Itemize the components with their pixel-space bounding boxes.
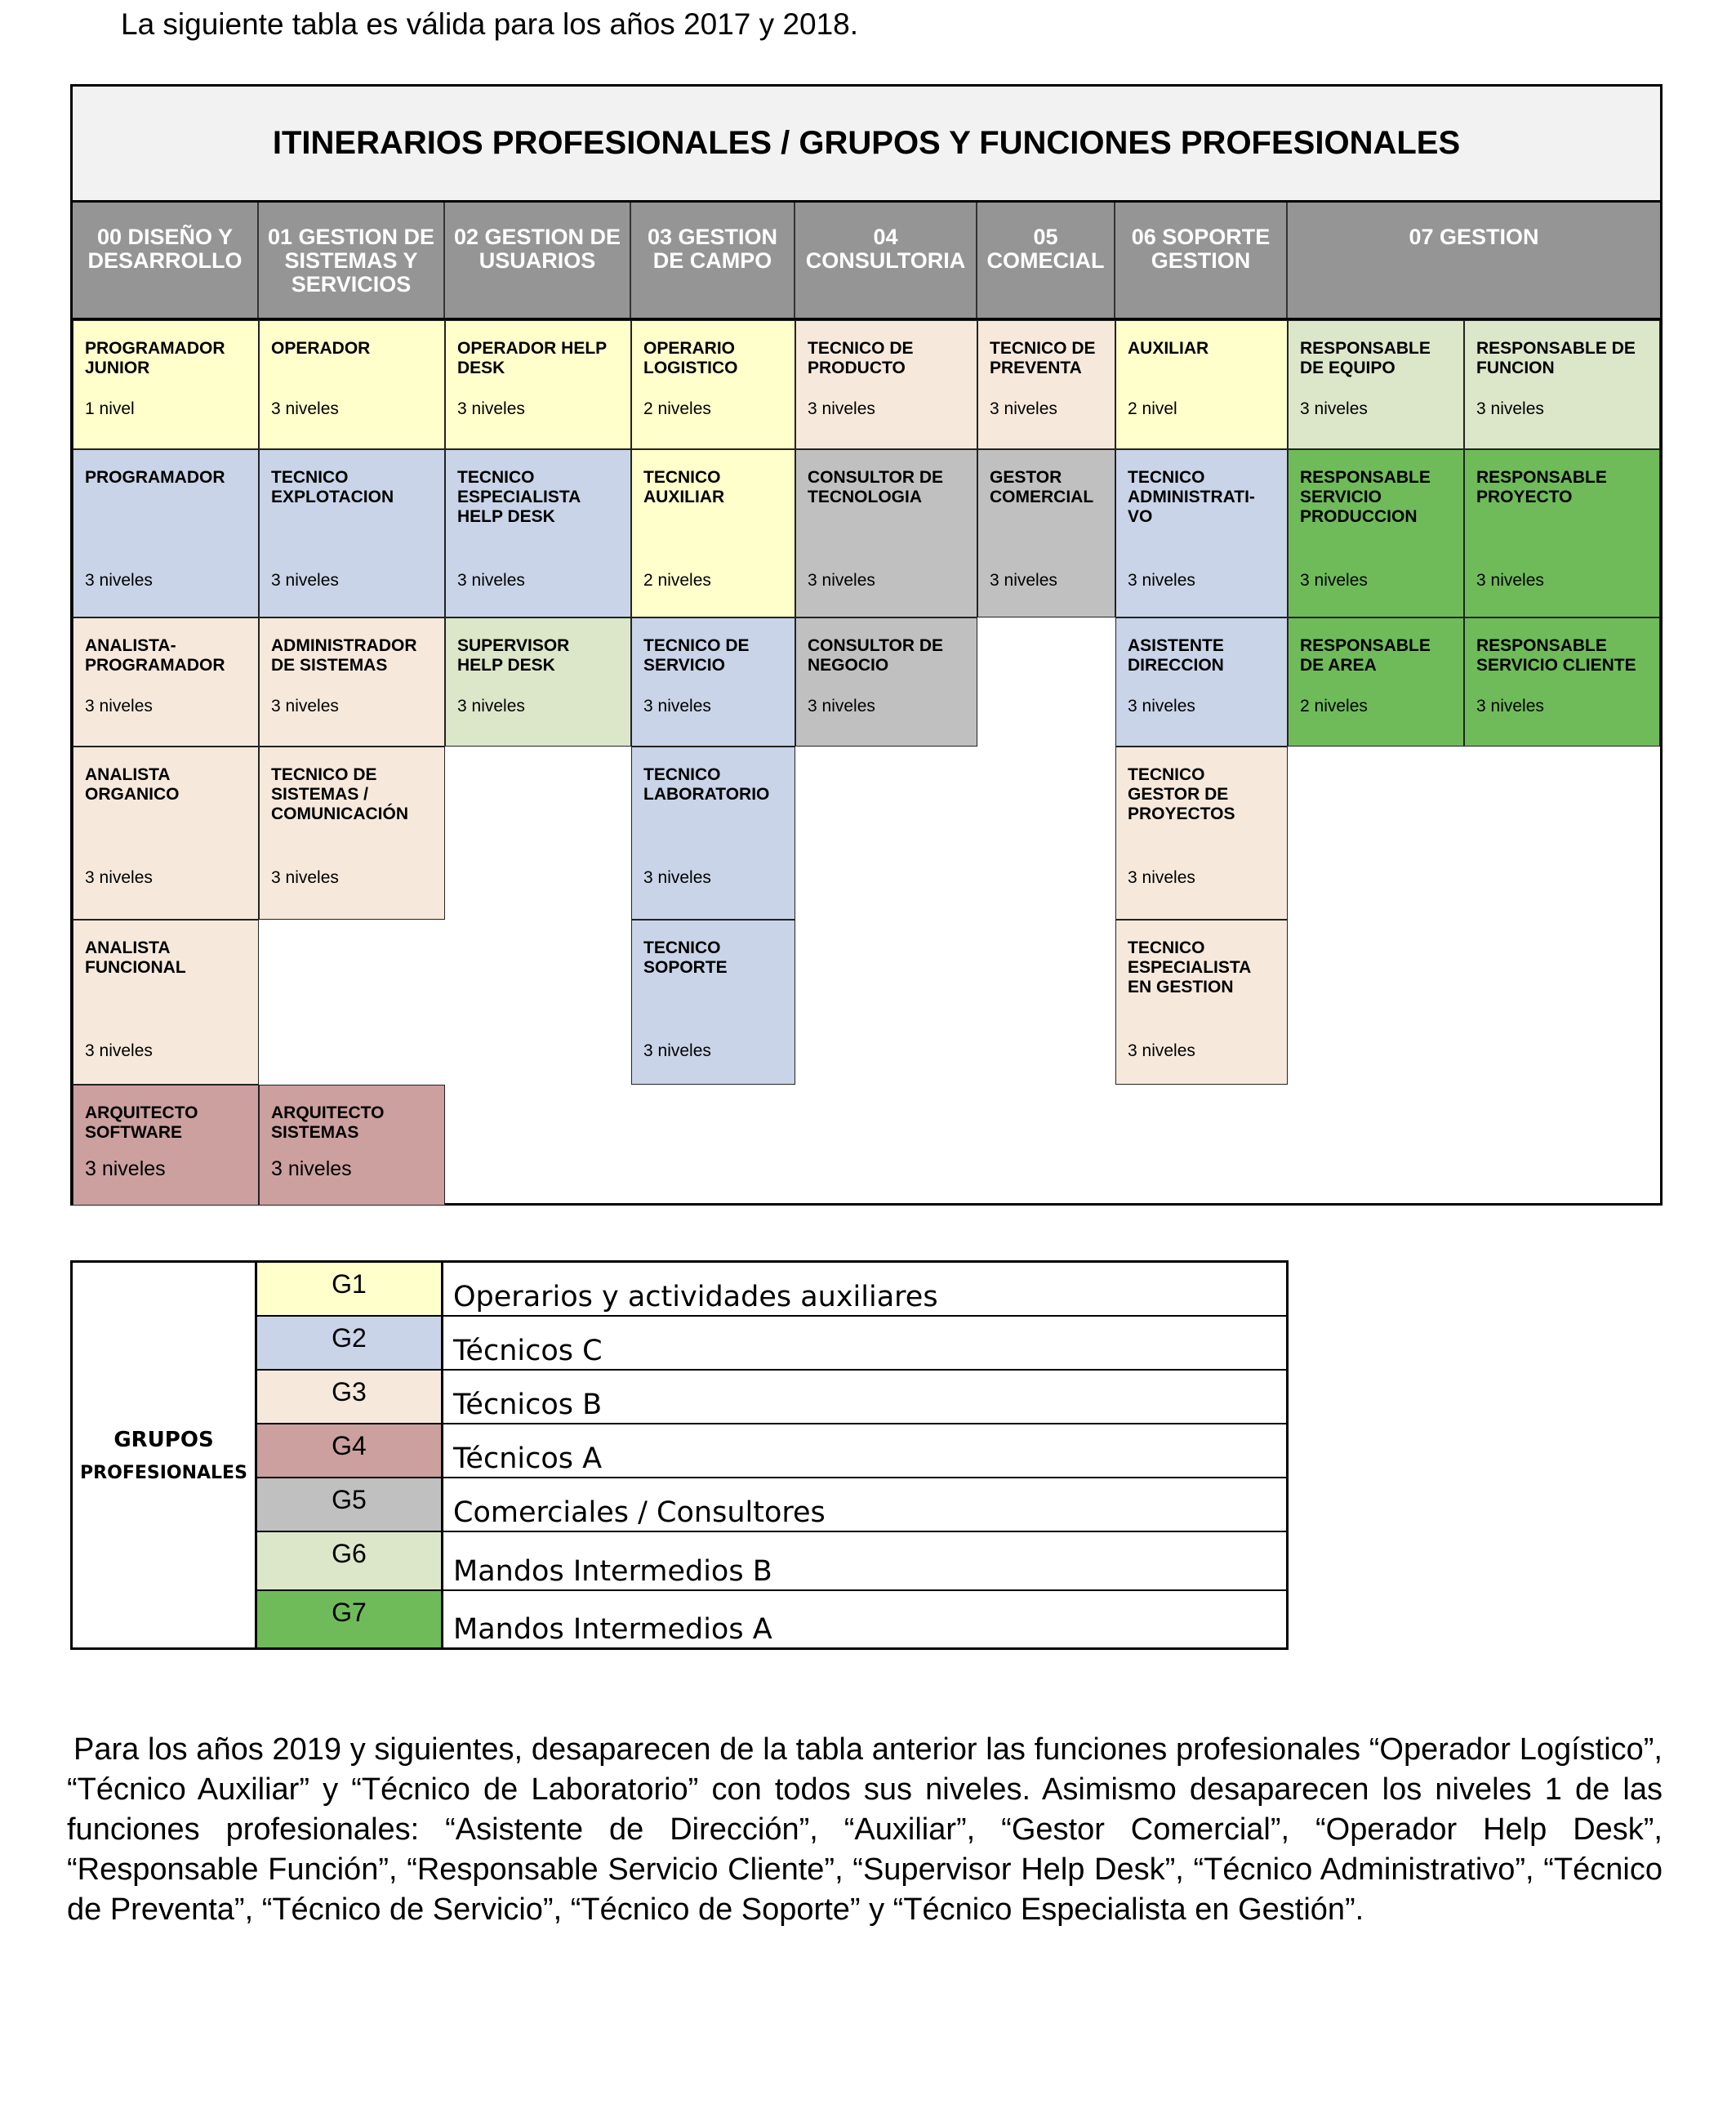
function-cell	[73, 320, 259, 449]
group-name: Mandos Intermedios B	[453, 1555, 772, 1588]
group-code: G2	[257, 1317, 443, 1369]
function-title: AUXILIAR	[1128, 339, 1209, 358]
function-title: TECNICO EXPLOTACION	[271, 468, 394, 506]
function-levels: 3 niveles	[271, 1157, 352, 1180]
function-levels: 3 niveles	[271, 697, 339, 715]
function-levels: 3 niveles	[1128, 571, 1195, 590]
function-cell	[1115, 747, 1288, 920]
function-title: ANALISTA ORGANICO	[85, 765, 180, 804]
function-cell	[73, 449, 259, 617]
function-title: RESPONSABLE DE EQUIPO	[1300, 339, 1431, 377]
function-levels: 3 niveles	[85, 868, 153, 887]
function-title: OPERARIO LOGISTICO	[643, 339, 738, 377]
function-cell	[631, 920, 795, 1085]
function-levels: 3 niveles	[990, 571, 1057, 590]
function-cell	[631, 747, 795, 920]
header-cell: 06 SOPORTE GESTION	[1115, 203, 1288, 318]
table-header-row	[73, 203, 1660, 320]
group-name: Mandos Intermedios A	[453, 1613, 772, 1646]
function-title: TECNICO LABORATORIO	[643, 765, 770, 804]
function-cell	[259, 617, 445, 747]
group-code: G6	[257, 1532, 443, 1589]
legend-row	[257, 1478, 1286, 1532]
group-name: Técnicos C	[453, 1335, 603, 1367]
header-cell: 04 CONSULTORIA	[795, 203, 977, 318]
function-title: PROGRAMADOR JUNIOR	[85, 339, 225, 377]
function-levels: 3 niveles	[85, 1041, 153, 1060]
function-levels: 3 niveles	[457, 697, 525, 715]
function-title: TECNICO DE SISTEMAS / COMUNICACIÓN	[271, 765, 408, 823]
function-cell	[795, 320, 977, 449]
function-cell	[1464, 320, 1660, 449]
function-levels: 2 niveles	[643, 571, 711, 590]
function-levels: 3 niveles	[1476, 399, 1544, 418]
function-cell	[977, 320, 1115, 449]
function-cell	[1115, 920, 1288, 1085]
function-cell	[631, 617, 795, 747]
function-levels: 3 niveles	[85, 1157, 166, 1180]
function-title: TECNICO GESTOR DE PROYECTOS	[1128, 765, 1235, 823]
function-title: OPERADOR HELP DESK	[457, 339, 608, 377]
function-levels: 2 nivel	[1128, 399, 1177, 418]
group-code: G1	[257, 1263, 443, 1315]
function-title: OPERADOR	[271, 339, 371, 358]
function-cell	[1464, 617, 1660, 747]
function-title: RESPONSABLE DE AREA	[1300, 636, 1431, 675]
function-cell	[1288, 320, 1464, 449]
function-levels: 2 niveles	[643, 399, 711, 418]
function-cell	[1464, 449, 1660, 617]
function-title: SUPERVISOR HELP DESK	[457, 636, 570, 675]
group-code: G4	[257, 1424, 443, 1477]
legend-label: GRUPOS PROFESIONALES	[73, 1263, 257, 1647]
function-cell	[73, 1085, 259, 1206]
function-title: RESPONSABLE SERVICIO CLIENTE	[1476, 636, 1636, 675]
function-cell	[1115, 617, 1288, 747]
function-title: ADMINISTRADOR DE SISTEMAS	[271, 636, 417, 675]
function-cell	[73, 747, 259, 920]
function-title: TECNICO ESPECIALISTA HELP DESK	[457, 468, 581, 526]
itinerarios-table	[70, 84, 1663, 1206]
function-cell	[1288, 449, 1464, 617]
function-title: ASISTENTE DIRECCION	[1128, 636, 1224, 675]
function-cell	[259, 449, 445, 617]
function-cell	[1115, 320, 1288, 449]
function-title: RESPONSABLE DE FUNCION	[1476, 339, 1636, 377]
table-title: ITINERARIOS PROFESIONALES / GRUPOS Y FUNCIONES PROFESIONALES	[73, 87, 1660, 203]
function-title: ANALISTA- PROGRAMADOR	[85, 636, 225, 675]
function-levels: 3 niveles	[271, 868, 339, 887]
function-title: ARQUITECTO SISTEMAS	[271, 1103, 385, 1142]
function-title: TECNICO ESPECIALISTA EN GESTION	[1128, 938, 1252, 996]
function-cell	[259, 320, 445, 449]
function-levels: 3 niveles	[1300, 571, 1368, 590]
function-title: CONSULTOR DE TECNOLOGIA	[808, 468, 944, 506]
legend-row	[257, 1424, 1286, 1478]
function-title: TECNICO AUXILIAR	[643, 468, 725, 506]
function-title: ARQUITECTO SOFTWARE	[85, 1103, 198, 1142]
function-cell	[631, 449, 795, 617]
legend-row	[257, 1591, 1286, 1647]
function-levels: 3 niveles	[85, 697, 153, 715]
function-title: ANALISTA FUNCIONAL	[85, 938, 186, 977]
legend-row	[257, 1317, 1286, 1371]
function-cell	[795, 449, 977, 617]
function-levels: 3 niveles	[1128, 868, 1195, 887]
function-levels: 3 niveles	[457, 571, 525, 590]
closing-paragraph: Para los años 2019 y siguientes, desaparecen de la tabla anterior las funciones profesionales “Operador Logístico”, “Técnico Auxiliar” y “Técnico de Laboratorio” con todos sus niveles. Asimismo desaparecen los niveles 1 de las funciones profesionales: “Asistente de Dirección”, “Auxiliar”, “Gestor Comercial”, “Operador Help Desk”, “Responsable Función”, “Responsable Servicio Cliente”, “Supervisor Help Desk”, “Técnico Administrativo”, “Técnico de Preventa”, “Técnico de Servicio”, “Técnico de Soporte” y “Técnico Especialista en Gestión”.	[67, 1732, 1663, 1927]
function-levels: 3 niveles	[1476, 571, 1544, 590]
function-levels: 3 niveles	[643, 1041, 711, 1060]
function-cell	[795, 617, 977, 747]
grupos-legend-table	[70, 1260, 1289, 1650]
function-levels: 3 niveles	[1128, 1041, 1195, 1060]
function-cell	[259, 747, 445, 920]
function-levels: 3 niveles	[808, 571, 875, 590]
function-levels: 3 niveles	[643, 697, 711, 715]
legend-row	[257, 1532, 1286, 1591]
function-title: RESPONSABLE SERVICIO PRODUCCION	[1300, 468, 1431, 526]
function-cell	[1115, 449, 1288, 617]
function-levels: 2 niveles	[1300, 697, 1368, 715]
function-levels: 3 niveles	[1476, 697, 1544, 715]
function-levels: 3 niveles	[808, 399, 875, 418]
function-title: TECNICO ADMINISTRATI- VO	[1128, 468, 1255, 526]
function-levels: 3 niveles	[808, 697, 875, 715]
function-cell	[445, 449, 631, 617]
function-levels: 3 niveles	[457, 399, 525, 418]
function-title: TECNICO DE PREVENTA	[990, 339, 1096, 377]
intro-text: La siguiente tabla es válida para los años 2017 y 2018.	[121, 7, 859, 41]
function-levels: 3 niveles	[1300, 399, 1368, 418]
function-cell	[73, 617, 259, 747]
function-title: TECNICO DE PRODUCTO	[808, 339, 914, 377]
function-title: CONSULTOR DE NEGOCIO	[808, 636, 944, 675]
function-title: RESPONSABLE PROYECTO	[1476, 468, 1607, 506]
group-code: G3	[257, 1371, 443, 1423]
legend-row	[257, 1263, 1286, 1317]
group-name: Comerciales / Consultores	[453, 1496, 826, 1529]
header-cell: 07 GESTION	[1409, 225, 1539, 249]
function-cell	[631, 320, 795, 449]
function-levels: 3 niveles	[990, 399, 1057, 418]
header-cell: 03 GESTION DE CAMPO	[631, 203, 795, 318]
function-levels: 3 niveles	[643, 868, 711, 887]
function-title: TECNICO SOPORTE	[643, 938, 728, 977]
function-title: GESTOR COMERCIAL	[990, 468, 1094, 506]
group-name: Operarios y actividades auxiliares	[453, 1281, 938, 1313]
legend-row	[257, 1371, 1286, 1424]
function-levels: 3 niveles	[1128, 697, 1195, 715]
function-levels: 1 nivel	[85, 399, 135, 418]
header-cell: 00 DISEÑO Y DESARROLLO	[73, 203, 259, 318]
function-levels: 3 niveles	[85, 571, 153, 590]
group-name: Técnicos B	[453, 1389, 603, 1421]
function-cell	[259, 1085, 445, 1206]
group-code: G5	[257, 1478, 443, 1531]
function-cell	[445, 320, 631, 449]
header-cell: 01 GESTION DE SISTEMAS Y SERVICIOS	[259, 203, 445, 318]
function-cell	[977, 449, 1115, 617]
header-cell: 05 COMECIAL	[977, 203, 1115, 318]
function-levels: 3 niveles	[271, 571, 339, 590]
function-title: PROGRAMADOR	[85, 468, 225, 487]
function-title: TECNICO DE SERVICIO	[643, 636, 750, 675]
group-code: G7	[257, 1591, 443, 1647]
function-cell	[73, 920, 259, 1085]
header-cell: 02 GESTION DE USUARIOS	[445, 203, 631, 318]
group-name: Técnicos A	[453, 1442, 603, 1475]
function-levels: 3 niveles	[271, 399, 339, 418]
function-cell	[445, 617, 631, 747]
function-cell	[1288, 617, 1464, 747]
